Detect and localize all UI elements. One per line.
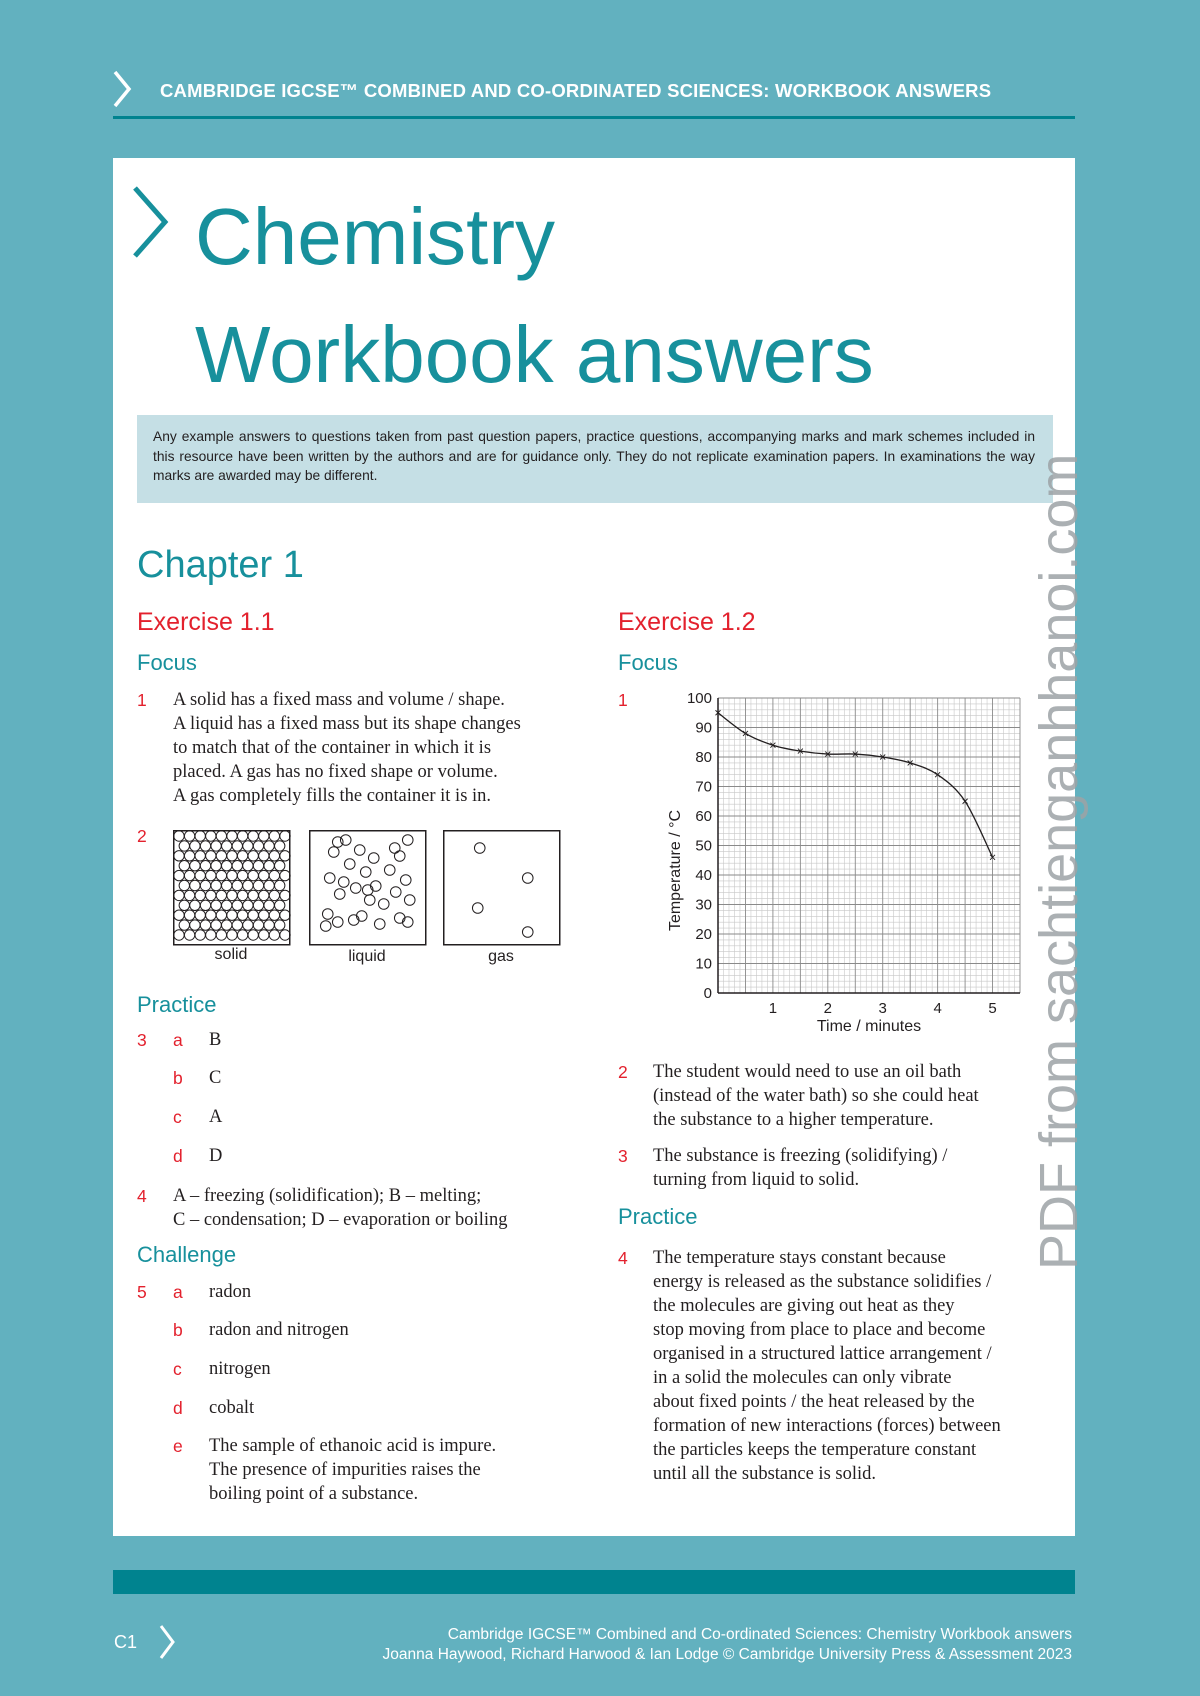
footer-book-title: Cambridge IGCSE™ Combined and Co-ordinated Sciences: Chemistry Workbook answers: [447, 1626, 1072, 1643]
part-letter: a: [173, 1030, 183, 1050]
question-number: 5: [137, 1282, 147, 1302]
part-letter: e: [173, 1436, 183, 1456]
answer-text: radon: [209, 1282, 252, 1302]
question-number: 1: [618, 690, 628, 710]
gas-label: gas: [488, 948, 514, 965]
question-number: 4: [618, 1248, 628, 1268]
answer-text: [653, 1144, 947, 1192]
answer-text: [653, 1060, 979, 1132]
header-title: CAMBRIDGE IGCSE™ COMBINED AND CO-ORDINATED SCIENCES: WORKBOOK ANSWERS: [160, 80, 992, 101]
answer-line: the molecules are giving out heat as they: [653, 1296, 955, 1316]
answer-line: placed. A gas has no fixed shape or volume.: [173, 762, 498, 782]
chapter-heading: Chapter 1: [137, 544, 304, 586]
question-number: 1: [137, 690, 147, 710]
answer-text: cobalt: [209, 1398, 255, 1418]
answer-line: energy is released as the substance solidifies /: [653, 1272, 992, 1292]
x-axis-label: Time / minutes: [816, 1018, 922, 1035]
solid-label: solid: [214, 946, 248, 963]
footer-bar: [113, 1570, 1075, 1594]
part-letter: a: [173, 1282, 183, 1302]
answer-line: until all the substance is solid.: [653, 1464, 877, 1484]
answer-text: B: [209, 1030, 222, 1050]
chevron-right-icon: [131, 184, 171, 260]
answer-line: boiling point of a substance.: [209, 1484, 419, 1504]
particle-diagrams: [173, 830, 573, 952]
answer-text: D: [209, 1146, 223, 1166]
answer-text: A: [209, 1107, 223, 1127]
y-tick-label: 60: [695, 808, 712, 825]
chevron-right-icon: [158, 1624, 176, 1660]
question-number: 4: [137, 1186, 147, 1206]
answer-line: A – freezing (solidification); B – melting;: [173, 1186, 482, 1206]
page-number: C1: [114, 1632, 138, 1652]
footer-authors: Joanna Haywood, Richard Harwood & Ian Lodge © Cambridge University Press & Assessment 2023: [382, 1646, 1072, 1663]
question-number: 3: [618, 1146, 628, 1166]
part-letter: c: [173, 1107, 182, 1127]
y-tick-label: 80: [695, 749, 712, 766]
challenge-heading: Challenge: [137, 1242, 237, 1267]
y-axis-label: Temperature / °C: [667, 809, 684, 932]
disclaimer-box: Any example answers to questions taken from past question papers, practice questions, accompanying marks and mark schemes included in this resource have been written by the authors and are for guidance only. They do not replicate examination papers. In examinations the way marks are awarded may be different.: [137, 415, 1053, 503]
page-title: [195, 178, 874, 414]
exercise-1-2-heading: Exercise 1.2: [618, 608, 756, 636]
answer-line: A gas completely fills the container it is in.: [173, 786, 492, 806]
title-line-2: Workbook answers: [195, 310, 874, 399]
answer-text: C: [209, 1068, 222, 1088]
y-tick-label: 40: [695, 867, 712, 884]
y-tick-label: 10: [695, 955, 712, 973]
answer-line: The student would need to use an oil bath: [653, 1062, 962, 1082]
answer-line: The presence of impurities raises the: [209, 1460, 481, 1480]
question-number: 2: [137, 826, 147, 846]
answer-line: A solid has a fixed mass and volume / shape.: [173, 690, 505, 710]
question-number: 3: [137, 1030, 147, 1050]
page-content: [113, 158, 1075, 1536]
answer-line: C – condensation; D – evaporation or boiling: [173, 1210, 508, 1230]
practice-heading: Practice: [137, 992, 217, 1017]
answer-line: stop moving from place to place and become: [653, 1320, 986, 1340]
focus-heading: Focus: [137, 650, 197, 675]
part-letter: b: [173, 1320, 183, 1340]
answer-line: The temperature stays constant because: [653, 1248, 946, 1268]
answer-text: [173, 1184, 507, 1232]
liquid-label: liquid: [348, 948, 386, 965]
answer-line: about fixed points / the heat released by the: [653, 1392, 975, 1412]
answer-text: nitrogen: [209, 1359, 271, 1379]
question-number: 2: [618, 1062, 628, 1082]
answer-line: (instead of the water bath) so she could heat: [653, 1086, 979, 1106]
practice-heading: Practice: [618, 1204, 698, 1229]
answer-line: the particles keeps the temperature constant: [653, 1440, 977, 1460]
answer-line: in a solid the molecules can only vibrate: [653, 1368, 952, 1388]
x-tick-label: 5: [988, 1000, 997, 1017]
x-tick-label: 1: [768, 1000, 778, 1017]
x-tick-label: 4: [933, 1000, 942, 1017]
exercise-1-1-heading: Exercise 1.1: [137, 608, 275, 636]
y-tick-label: 100: [686, 690, 712, 707]
answer-line: The substance is freezing (solidifying) /: [653, 1146, 948, 1166]
y-tick-label: 30: [695, 896, 712, 914]
y-tick-label: 90: [695, 719, 712, 737]
part-letter: b: [173, 1068, 183, 1088]
x-tick-label: 3: [878, 1000, 887, 1017]
answer-line: the substance to a higher temperature.: [653, 1110, 934, 1130]
answer-line: organised in a structured lattice arrangement /: [653, 1344, 992, 1364]
answer-line: The sample of ethanoic acid is impure.: [209, 1436, 497, 1456]
part-letter: d: [173, 1398, 183, 1418]
answer-line: A liquid has a fixed mass but its shape changes: [173, 714, 521, 734]
y-tick-label: 0: [703, 985, 712, 1002]
answer-text: [173, 688, 521, 808]
part-letter: d: [173, 1146, 183, 1166]
answer-line: to match that of the container in which it is: [173, 738, 492, 758]
y-tick-label: 70: [695, 778, 712, 796]
y-tick-label: 20: [695, 926, 712, 943]
answer-text: [653, 1246, 1001, 1486]
answer-line: turning from liquid to solid.: [653, 1170, 860, 1190]
watermark: PDF from sachtienganhhanoi.com: [1029, 453, 1089, 1270]
header-rule: [113, 116, 1075, 119]
chevron-right-icon: [112, 70, 132, 108]
answer-text: radon and nitrogen: [209, 1320, 349, 1340]
y-tick-label: 50: [695, 837, 712, 855]
x-tick-label: 2: [823, 1000, 832, 1017]
focus-heading: Focus: [618, 650, 678, 675]
cooling-curve-chart: [643, 682, 997, 1035]
answer-text: [209, 1434, 496, 1506]
answer-line: formation of new interactions (forces) between: [653, 1416, 1001, 1436]
gas-box: [444, 831, 560, 945]
title-line-1: Chemistry: [195, 192, 556, 281]
part-letter: c: [173, 1359, 182, 1379]
